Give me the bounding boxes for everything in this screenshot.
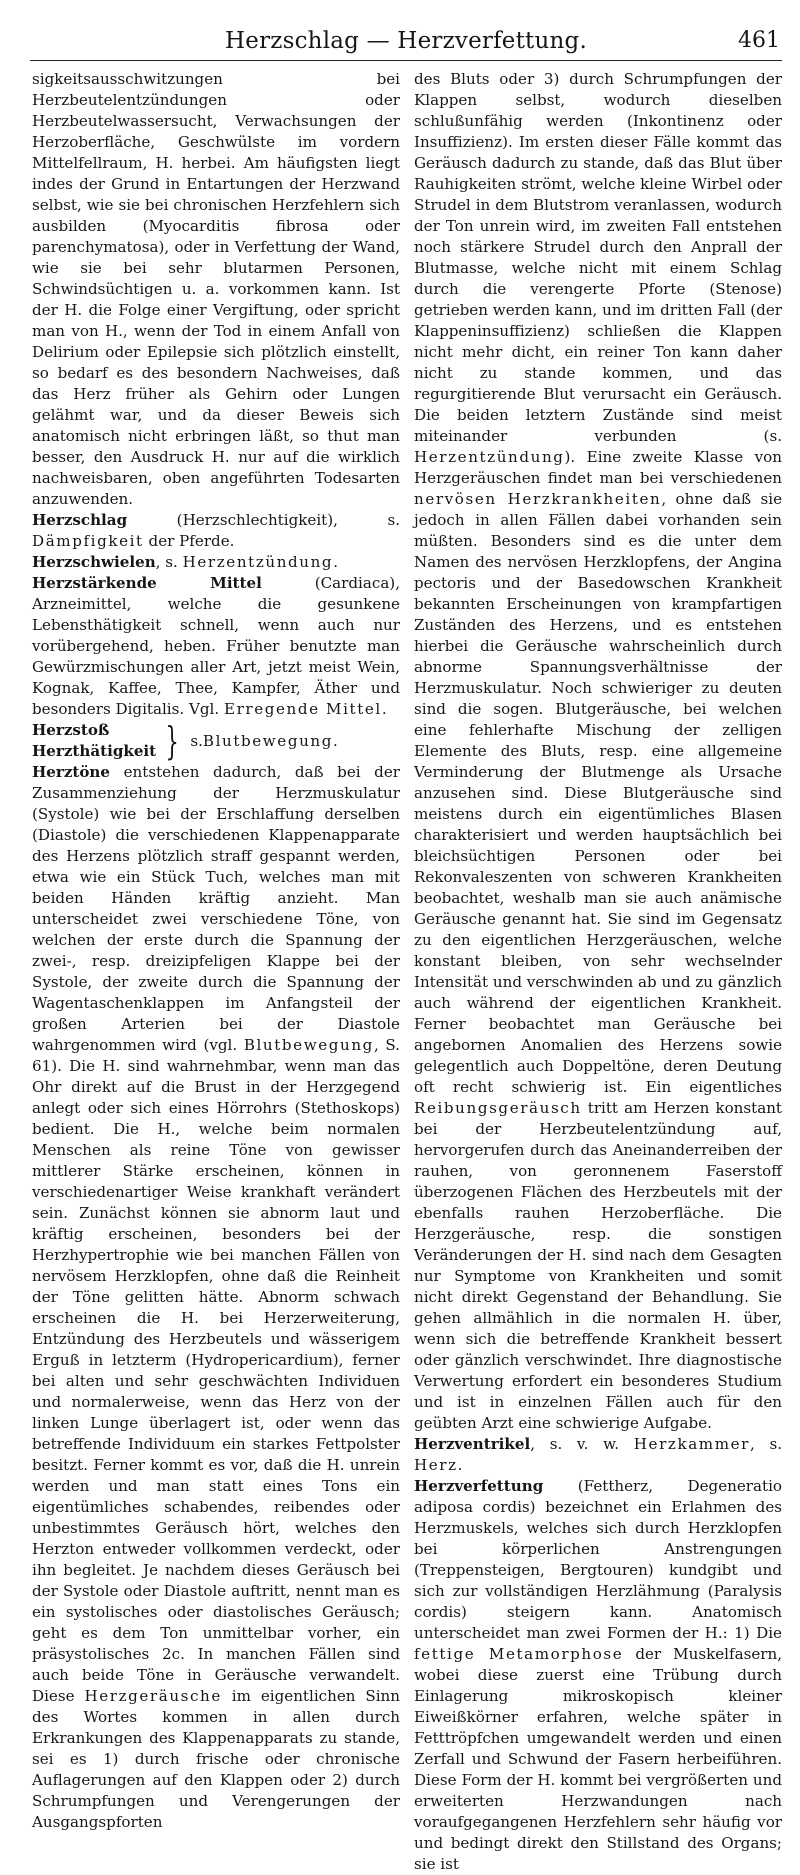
cross-reference: Herz	[414, 1456, 458, 1474]
entry-text: im eigentlichen Sinn des Wortes kommen in allen durch Erkrankungen des Klappenapparats zu stande, sei es 1) durch frische oder chronische Auflagerungen auf den Klappen oder 2) durch Schrumpfungen und Verengerungen der Ausgangspforten	[32, 1687, 400, 1831]
continuation-text: sigkeitsausschwitzungen bei Herzbeutelentzündungen oder Herzbeutelwassersucht, Verwachsungen der Herzoberfläche, Geschwülste im vordern Mittelfellraum, H. herbei. Am häufigsten liegt indes der Grund in Entartungen der Herzwand selbst, wie sie bei chronischen Herzfehlern sich ausbilden (Myocarditis fibrosa oder parenchymatosa), oder in Verfettung der Wand, wie sie bei sehr blutarmen Personen, Schwindsüchtigen u. a. vorkommen kann. Ist der H. die Folge einer Vergiftung, oder spricht man von H., wenn der Tod in einem Anfall von Delirium oder Epilepsie sich plötzlich einstellt, so bedarf es des besondern Nachweises, daß das Herz früher als Gehirn oder Lungen gelähmt war, und da dieser Beweis sich anatomisch nicht erbringen läßt, so thut man besser, den Ausdruck H. nur auf die wirklich nachweisbaren, oben angeführten Todesarten anzuwenden.	[32, 70, 400, 508]
headword: Herzstärkende Mittel	[32, 574, 262, 592]
entry-text: tritt am Herzen konstant bei der Herzbeutelentzündung auf, hervorgerufen durch das Aneinanderreiben der rauhen, von geronnenem Faserstoff überzogenen Flächen des Herzbeutels mit der ebenfalls rauhen Herzoberfläche. Die Herzgeräusche, resp. die sonstigen Veränderungen der H. sind nach dem Gesagten nur Symptome von Krankheiten und somit nicht direkt Gegenstand der Behandlung. Sie gehen allmählich in die normalen H. über, wenn sich die betreffende Krankheit bessert oder gänzlich verschwindet. Ihre diagnostische Verwertung erfordert ein besonderes Studium und ist in einzelnen Fällen auch für den geübten Arzt eine schwierige Aufgabe.	[414, 1099, 782, 1432]
headword: Herztöne	[32, 763, 111, 781]
headword: Herzstoß	[32, 721, 110, 739]
entry-text: (Herzschlechtigkeit), s.	[127, 511, 400, 529]
entry-text: der Pferde.	[143, 532, 235, 550]
cross-reference: Herzentzündung	[182, 553, 334, 571]
cross-reference: Herzkammer	[633, 1435, 750, 1453]
cross-reference: Blutbewegung	[202, 731, 333, 750]
entry-text: .	[333, 553, 338, 571]
entry-herztoene	[32, 762, 400, 1833]
entry-continuation	[32, 69, 400, 510]
cross-reference: Erregende Mittel	[223, 700, 382, 718]
spaced-term: fettige Metamorphose	[414, 1645, 624, 1663]
headword: Herzventrikel	[414, 1435, 531, 1453]
left-column	[32, 69, 400, 1831]
entry-text: der Muskelfasern, wobei diese zuerst eine Trübung durch Einlagerung mikroskopisch kleiner Eiweißkörner erfahren, welche später in Fetttröpfchen umgewandelt werden und einen Zerfall und Schwund der Fasern herbeiführen. Diese Form der H. kommt bei vergrößerten und erweiterten Herzwandungen nach voraufgegangenen Herzfehlern sehr häufig vor und bedingt direkt den Stillstand des Organs; sie ist	[414, 1645, 782, 1873]
entry-herzverfettung	[414, 1476, 782, 1875]
brace-terms	[32, 720, 156, 762]
entry-herztoene-continued	[414, 69, 782, 1434]
entry-herzstoss	[32, 720, 400, 762]
headword: Herzschlag	[32, 511, 128, 529]
headword: Herzthätigkeit	[32, 742, 157, 760]
entry-text: ). Eine zweite Klasse von Herzgeräuschen findet man bei verschiedenen	[414, 448, 782, 487]
spaced-term: Herzgeräusche	[84, 1687, 222, 1705]
cross-reference: Blutbewegung	[243, 1036, 374, 1054]
entry-text: , s.	[155, 553, 183, 571]
headword: Herzschwielen	[32, 553, 156, 571]
spaced-term: nervösen Herzkrankheiten	[414, 490, 662, 508]
page-header	[30, 26, 782, 61]
headword: Herzverfettung	[414, 1477, 544, 1495]
spaced-term: Reibungsgeräusch	[414, 1099, 582, 1117]
entry-text: , ohne daß sie jedoch in allen Fällen dabei vorhanden sein müßten. Besonders sind es die unter dem Namen des nervösen Herzklopfens, der Angina pectoris und der Basedowschen Krankheit bekannten Erscheinungen von krampfartigen Zuständen des Herzens, und es entstehen hierbei die Geräusche wahrscheinlich durch abnorme Spannungsverhältnisse der Herzmuskulatur. Noch schwieriger zu deuten sind die sogen. Blutgeräusche, bei welchen eine fehlerhafte Mischung der zelligen Elemente des Bluts, resp. eine allgemeine Verminderung der Blutmenge als Ursache anzusehen sind. Diese Blutgeräusche sind meistens durch ein eigentümliches Blasen charakterisiert und werden hauptsächlich bei bleichsüchtigen Personen oder bei Rekonvaleszenten von schweren Krankheiten beobachtet, weshalb man sie auch anämische Geräusche genannt hat. Sie sind im Gegensatz zu den eigentlichen Herzgeräuschen, welche konstant bleiben, von sehr wechselnder Intensität und verschwinden ab und zu gänzlich auch während der eigentlichen Krankheit. Ferner beobachtet man Geräusche bei angebornen Anomalien des Herzens sowie gelegentlich auch Doppeltöne, deren Deutung oft recht schwierig ist. Ein eigentliches	[414, 490, 782, 1096]
entry-text: entstehen dadurch, daß bei der Zusammenziehung der Herzmuskulatur (Systole) wie bei der Erschlaffung derselben (Diastole) die verschiedenen Klappenapparate des Herzens plötzlich straff gespannt werden, etwa wie ein Stück Tuch, welches man mit beiden Händen kräftig anzieht. Man unterscheidet zwei verschiedene Töne, von welchen der erste durch die Spannung der zwei-, resp. dreizipfeligen Klappe bei der Systole, der zweite durch die Spannung der Wagentaschenklappen im Anfangsteil der großen Arterien bei der Diastole wahrgenommen wird (vgl.	[32, 763, 400, 1054]
entry-text: (Cardiaca), Arzneimittel, welche die gesunkene Lebensthätigkeit schnell, wenn auch nur vorübergehend, heben. Früher benutzte man Gewürzmischungen aller Art, jetzt meist Wein, Kognak, Kaffee, Thee, Kampfer, Äther und besonders Digitalis. Vgl.	[32, 574, 400, 718]
entry-text: , s. v. w.	[530, 1435, 634, 1453]
running-title: Herzschlag — Herzverfettung.	[225, 28, 587, 54]
entry-herzschwielen	[32, 552, 400, 573]
entry-text: des Bluts oder 3) durch Schrumpfungen der Klappen selbst, wodurch dieselben schlußunfähig werden (Inkontinenz oder Insuffizienz). Im ersten dieser Fälle kommt das Geräusch dadurch zu stande, daß das Blut über Rauhigkeiten strömt, welche kleine Wirbel oder Strudel in dem Blutstrom veranlassen, wodurch der Ton unrein wird, im zweiten Fall entstehen noch stärkere Strudel durch den Anprall der Blutmasse, welche nicht mit einem Schlag durch die verengerte Pforte (Stenose) getrieben werden kann, und im dritten Fall (der Klappeninsuffizienz) schließen die Klappen nicht mehr dicht, ein reiner Ton kann daher nicht zu stande kommen, und das regurgitierende Blut verursacht ein Geräusch. Die beiden letztern Zustände sind meist miteinander verbunden (s.	[414, 70, 782, 445]
entry-herzventrikel	[414, 1434, 782, 1476]
right-column	[414, 69, 783, 1873]
entry-herzstaerkende-mittel	[32, 573, 400, 720]
entry-text: , s.	[749, 1435, 783, 1453]
entry-text: .	[381, 700, 387, 718]
cross-reference: Herzentzündung	[414, 448, 565, 466]
entry-text: (Fettherz, Degeneratio adiposa cordis) bezeichnet ein Erlahmen des Herzmuskels, welches sich durch Herzklopfen bei körperlichen Anstrengungen (Treppensteigen, Bergtouren) kundgibt und sich zur vollständigen Herzlähmung (Paralysis cordis) steigern kann. Anatomisch unterscheidet man zwei Formen der H.: 1) Die	[414, 1477, 782, 1642]
entry-text: s.	[190, 731, 203, 750]
entry-herzschlag	[32, 510, 400, 552]
entry-text: , S. 61). Die H. sind wahrnehmbar, wenn man das Ohr direkt auf die Brust in der Herzgegend anlegt oder sich eines Hörrohrs (Stethoskops) bedient. Die H., welche beim normalen Menschen als reine Töne von gewisser mittlerer Stärke erscheinen, können in verschiedenartiger Weise krankhaft verändert sein. Zunächst können sie abnorm laut und kräftig erscheinen, besonders bei der Herzhypertrophie wie bei manchen Fällen von nervösem Herzklopfen, ohne daß die Reinheit der Töne gelitten hätte. Abnorm schwach erscheinen die H. bei Herzerweiterung, Entzündung des Herzbeutels und wässerigem Erguß in letzterm (Hydropericardium), ferner bei alten und sehr geschwächten Individuen und normalerweise, wenn das Herz von der linken Lunge überlagert ist, oder wenn das betreffende Individuum ein starkes Fettpolster besitzt. Ferner kommt es vor, daß die H. unrein werden und man statt eines Tons ein eigentümliches schabendes, reibendes oder unbestimmtes Geräusch hört, welches den Herzton entweder vollkommen verdeckt, oder ihn begleitet. Je nachdem dieses Geräusch bei der Systole oder Diastole auftritt, nennt man es ein systolisches oder diastolisches Geräusch; geht es dem Ton unmittelbar vorher, ein präsystolisches 2c. In manchen Fällen sind auch beide Töne in Geräusche verwandelt. Diese	[32, 1036, 400, 1705]
entry-text: .	[457, 1456, 463, 1474]
page-number: 461	[738, 28, 780, 53]
brace-glyph: }	[165, 719, 179, 763]
entry-text: .	[333, 731, 338, 750]
cross-reference: Dämpfigkeit	[32, 532, 144, 550]
